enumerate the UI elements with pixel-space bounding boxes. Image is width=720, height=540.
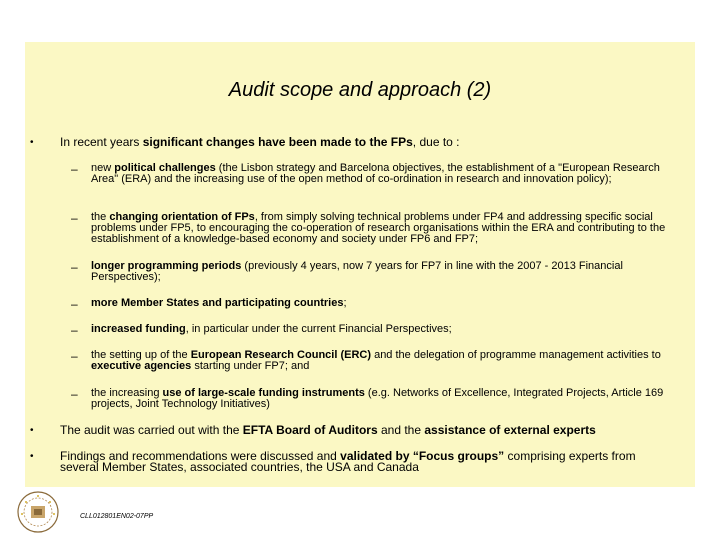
- document-code: CLL012801EN02-07PP: [80, 513, 154, 520]
- item-text-end: ;: [343, 297, 347, 309]
- item-emphasis: political challenges: [114, 162, 216, 174]
- findings-bullet: [60, 451, 665, 473]
- item-emphasis: changing orientation of FPs: [109, 211, 255, 223]
- item-emphasis-2: executive agencies: [91, 360, 192, 372]
- list-item: [91, 163, 676, 185]
- findings-text-end: comprising experts from several Member States, associated countries, the USA and Canada: [60, 449, 636, 474]
- item-text-end: (e.g. Networks of Excellence, Integrated Projects, Article 169 projects, Joint Technology Initiatives): [91, 387, 664, 410]
- audit-emphasis-2: assistance of external experts: [424, 423, 596, 437]
- intro-text: In recent years: [60, 135, 143, 149]
- audit-text: The audit was carried out with the: [60, 423, 243, 437]
- audit-bullet: [60, 425, 665, 436]
- findings-emphasis: validated by “Focus groups”: [340, 449, 505, 463]
- dash-marker: –: [71, 387, 78, 401]
- item-text-end: (previously 4 years, now 7 years for FP7 in line with the 2007 - 2013 Financial Perspectives);: [91, 260, 623, 283]
- dash-marker: –: [71, 349, 78, 363]
- item-emphasis: increased funding: [91, 323, 186, 335]
- item-emphasis: longer programming periods: [91, 260, 242, 272]
- dash-marker: –: [71, 323, 78, 337]
- item-text: new: [91, 162, 115, 174]
- slide-title: Audit scope and approach (2): [228, 79, 492, 101]
- court-of-auditors-logo: [16, 490, 60, 534]
- item-emphasis: more Member States and participating countries: [91, 297, 344, 309]
- item-text-end: , from simply solving technical problems under FP4 and addressing specific social problems under FP5, to encouraging the co-operation of research organisations within the ERA and contributing to the establishment of a knowledge-based economy and society under FP6 and FP7;: [91, 211, 666, 245]
- dash-marker: –: [71, 162, 78, 176]
- item-emphasis: European Research Council (ERC): [190, 349, 372, 361]
- dash-marker: –: [71, 260, 78, 274]
- list-item: [91, 388, 676, 410]
- item-text-end: starting under FP7; and: [191, 360, 310, 372]
- item-text-end: (the Lisbon strategy and Barcelona objectives, the establishment of a "European Research Area" (ERA) and the increasing use of the open method of co-ordination in research and innovation policy);: [91, 162, 660, 185]
- intro-bullet: [60, 137, 665, 148]
- list-item: [91, 298, 676, 309]
- dash-marker: –: [71, 297, 78, 311]
- item-text: the increasing: [91, 387, 163, 399]
- audit-text-mid: and the: [377, 423, 425, 437]
- intro-text-end: , due to :: [412, 135, 460, 149]
- item-text: the: [91, 211, 110, 223]
- bullet-marker: •: [30, 425, 34, 436]
- item-text-end: , in particular under the current Financial Perspectives;: [185, 323, 452, 335]
- bullet-marker: •: [30, 451, 34, 462]
- audit-emphasis: EFTA Board of Auditors: [242, 423, 378, 437]
- list-item: [91, 324, 676, 335]
- list-item: [91, 350, 676, 372]
- list-item: [91, 212, 676, 245]
- item-text-mid: and the delegation of programme management activities to: [371, 349, 661, 361]
- list-item: [91, 261, 676, 283]
- item-text: the setting up of the: [91, 349, 191, 361]
- bullet-marker: •: [30, 137, 34, 148]
- item-emphasis: use of large-scale funding instruments: [162, 387, 365, 399]
- intro-emphasis: significant changes have been made to the FPs: [142, 135, 413, 149]
- findings-text: Findings and recommendations were discussed and: [60, 449, 341, 463]
- dash-marker: –: [71, 211, 78, 225]
